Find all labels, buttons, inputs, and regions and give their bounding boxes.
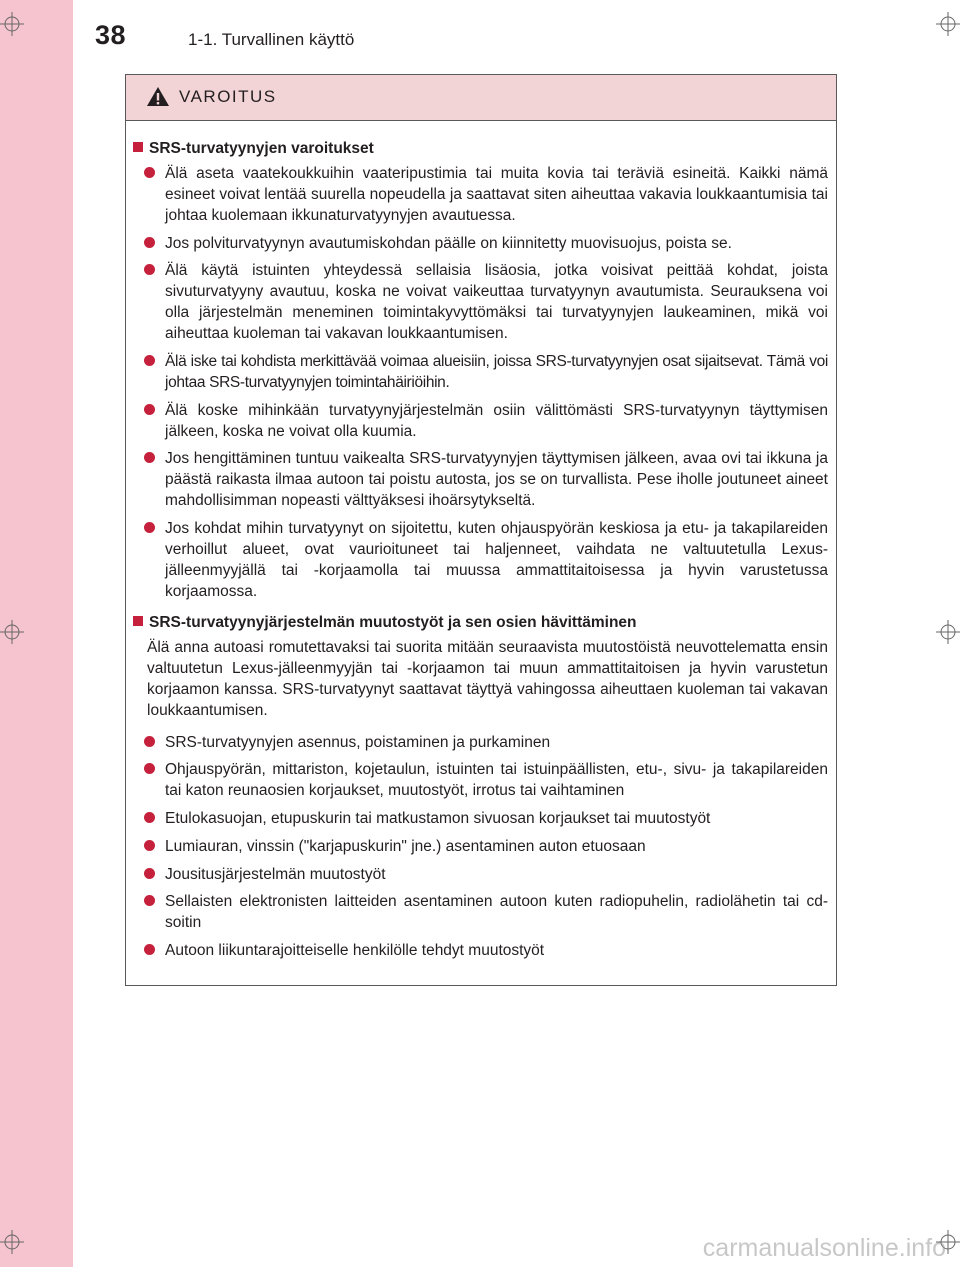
bullet-dot-icon [144,355,155,366]
watermark: carmanualsonline.info [702,1234,946,1262]
list-item: SRS-turvatyynyjen asennus, poistaminen ja purkaminen [165,732,828,753]
list-item: Älä aseta vaatekoukkuihin vaateripustimia tai muita kovia tai teräviä esineitä. Kaikki nämä esineet voivat lentää suurella nopeudella ja saattavat siten aiheuttaa vakavia loukkaantumisia tai johtaa kuolemaan ikkunaturvatyynyjen avautuessa. [165,163,828,226]
bullet-dot-icon [144,895,155,906]
crop-mark-icon [936,620,960,644]
crop-mark-icon [0,620,24,644]
page-number: 38 [95,20,127,50]
list-item: Sellaisten elektronisten laitteiden asentaminen autoon kuten radiopuhelin, radiolähetin tai cd-soitin [165,891,828,933]
list-item: Älä iske tai kohdista merkittävää voimaa alueisiin, joissa SRS-turvatyynyjen osat sijaitsevat. Tämä voi johtaa SRS-turvatyynyjen toimintahäiriöihin. [165,351,828,393]
list-item: Etulokasuojan, etupuskurin tai matkustamon sivuosan korjaukset tai muutostyöt [165,808,828,829]
section-heading: SRS-turvatyynyjärjestelmän muutostyöt ja sen osien hävittäminen [133,612,828,633]
list-item: Jousitusjärjestelmän muutostyöt [165,864,828,885]
bullet-dot-icon [144,264,155,275]
square-bullet-icon [133,142,143,152]
bullet-dot-icon [144,452,155,463]
list-item: Jos polviturvatyynyn avautumiskohdan päälle on kiinnitetty muovisuojus, poista se. [165,233,828,254]
square-bullet-icon [133,616,143,626]
warning-title: VAROITUS [179,87,277,106]
warning-header [126,75,836,121]
bullet-dot-icon [144,167,155,178]
warning-triangle-icon [146,86,170,107]
section-heading: SRS-turvatyynyjen varoitukset [133,138,828,159]
list-item: Jos kohdat mihin turvatyynyt on sijoitettu, kuten ohjauspyörän keskiosa ja etu- ja takapilareiden verhoillut alueet, ovat vaurioituneet tai haljenneet, vaihdata ne valtuutetulla Lexus-jälleenmyyjällä tai -korjaamolla tai muussa ammattitaitoisessa ja hyvin varustetussa korjaamossa. [165,518,828,602]
bullet-dot-icon [144,522,155,533]
bullet-dot-icon [144,404,155,415]
list-item: Autoon liikuntarajoitteiselle henkilölle tehdyt muutostyöt [165,940,828,961]
bullet-dot-icon [144,840,155,851]
section-title: 1-1. Turvallinen käyttö [188,30,355,49]
section-intro: Älä anna autoasi romutettavaksi tai suorita mitään seuraavista muutostöistä neuvottelematta ensin valtuutetun Lexus-jälleenmyyjän tai -korjaamon tai muun ammattitaitoisen ja hyvin varustetun korjaamon kanssa. SRS-turvatyynyt saattavat täyttyä vahingossa aiheuttaen kuoleman tai vakavan loukkaantumisen. [147,639,828,719]
bullet-dot-icon [144,237,155,248]
list-item: Älä koske mihinkään turvatyynyjärjestelmän osiin välittömästi SRS-turvatyynyn täyttymisen jälkeen, koska ne voivat olla kuumia. [165,400,828,442]
crop-mark-icon [936,12,960,36]
list-item: Jos hengittäminen tuntuu vaikealta SRS-turvatyynyjen täyttymisen jälkeen, avaa ovi tai ikkuna ja päästä raikasta ilmaa autoon tai poistu autosta, jos se on turvallista. Pese iholle joutuneet aineet mahdollisimman nopeasti välttyäksesi ihoärsytykseltä. [165,448,828,511]
bullet-dot-icon [144,944,155,955]
bullet-dot-icon [144,868,155,879]
warning-box [125,74,837,986]
bullet-dot-icon [144,736,155,747]
list-item: Lumiauran, vinssin ("karjapuskurin" jne.) asentaminen auton etuosaan [165,836,828,857]
list-item: Ohjauspyörän, mittariston, kojetaulun, istuinten tai istuinpäällisten, etu-, sivu- ja takapilareiden tai katon reunaosien korjaukset, muutostyöt, irrotus tai vaihtaminen [165,759,828,801]
crop-mark-icon [0,12,24,36]
list-item: Älä käytä istuinten yhteydessä sellaisia lisäosia, jotka voisivat peittää kohdat, joista sivuturvatyyny avautuu, koska ne voivat vaikeuttaa turvatyynyn avautumista. Seurauksena voi olla järjestelmän meneminen toimintakyvyttömäksi tai turvatyynyjen laukeaminen, mikä voi aiheuttaa kuoleman tai vakavan loukkaantumisen. [165,260,828,344]
bullet-dot-icon [144,812,155,823]
crop-mark-icon [0,1230,24,1254]
bullet-dot-icon [144,763,155,774]
